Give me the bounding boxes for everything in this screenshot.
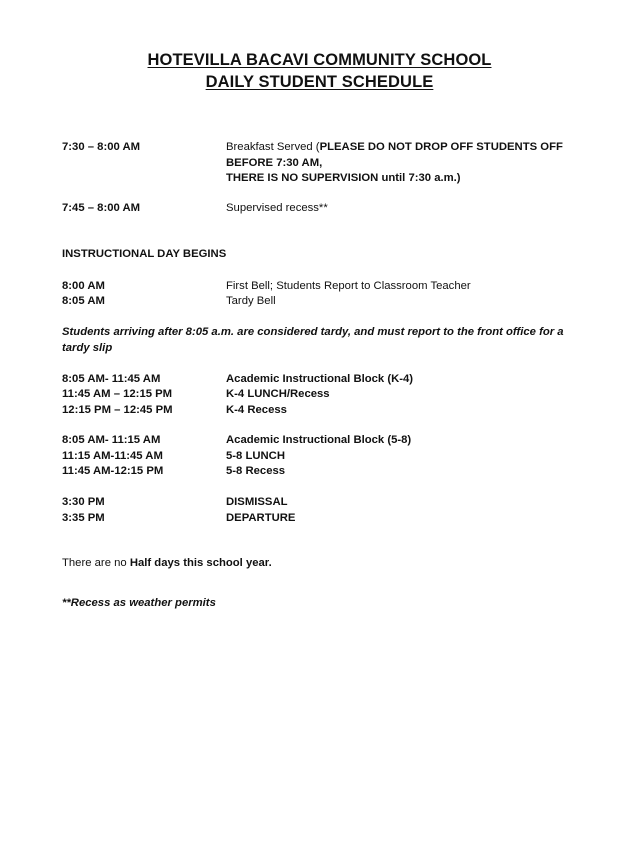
half-days-note	[62, 557, 272, 569]
supervision-warning: THERE IS NO SUPERVISION until 7:30 a.m.)	[226, 172, 461, 184]
schedule-description: 5-8 LUNCH	[226, 450, 285, 462]
school-title: HOTEVILLA BACAVI COMMUNITY SCHOOL	[147, 51, 492, 69]
schedule-description: 5-8 Recess	[226, 465, 286, 477]
schedule-time: 11:15 AM-11:45 AM	[62, 450, 163, 462]
schedule-time: 11:45 AM – 12:15 PM	[62, 388, 173, 400]
schedule-time: 8:05 AM	[62, 295, 105, 307]
schedule-time: 8:00 AM	[62, 280, 105, 292]
schedule-time: 11:45 AM-12:15 PM	[62, 465, 164, 477]
dropoff-warning: PLEASE DO NOT DROP OFF STUDENTS OFF BEFORE 7:30 AM,	[226, 141, 563, 169]
schedule-time: 3:35 PM	[62, 512, 105, 524]
schedule-time: 7:30 – 8:00 AM	[62, 141, 141, 153]
schedule-description: Tardy Bell	[226, 295, 276, 307]
schedule-description: Supervised recess**	[226, 202, 328, 214]
schedule-time: 12:15 PM – 12:45 PM	[62, 404, 173, 416]
schedule-description: DEPARTURE	[226, 512, 296, 524]
half-days-plain: There are no	[62, 557, 130, 569]
schedule-description: Academic Instructional Block (5-8)	[226, 434, 412, 446]
instructional-day-heading: INSTRUCTIONAL DAY BEGINS	[62, 248, 227, 260]
half-days-bold: Half days this school year.	[129, 557, 272, 569]
schedule-time: 7:45 – 8:00 AM	[62, 202, 141, 214]
schedule-title: DAILY STUDENT SCHEDULE	[205, 73, 434, 91]
breakfast-label: Breakfast Served (	[226, 141, 320, 153]
schedule-description: K-4 LUNCH/Recess	[226, 388, 330, 400]
schedule-description: First Bell; Students Report to Classroom Teacher	[226, 280, 471, 292]
schedule-description: DISMISSAL	[226, 496, 288, 508]
schedule-time: 8:05 AM- 11:15 AM	[62, 434, 161, 446]
tardy-note: Students arriving after 8:05 a.m. are considered tardy, and must report to the front office for a tardy slip	[62, 326, 564, 354]
schedule-time: 3:30 PM	[62, 496, 105, 508]
recess-footnote: **Recess as weather permits	[62, 597, 216, 609]
schedule-description	[226, 140, 586, 187]
schedule-description: Academic Instructional Block (K-4)	[226, 373, 414, 385]
schedule-time: 8:05 AM- 11:45 AM	[62, 373, 161, 385]
schedule-description: K-4 Recess	[226, 404, 287, 416]
